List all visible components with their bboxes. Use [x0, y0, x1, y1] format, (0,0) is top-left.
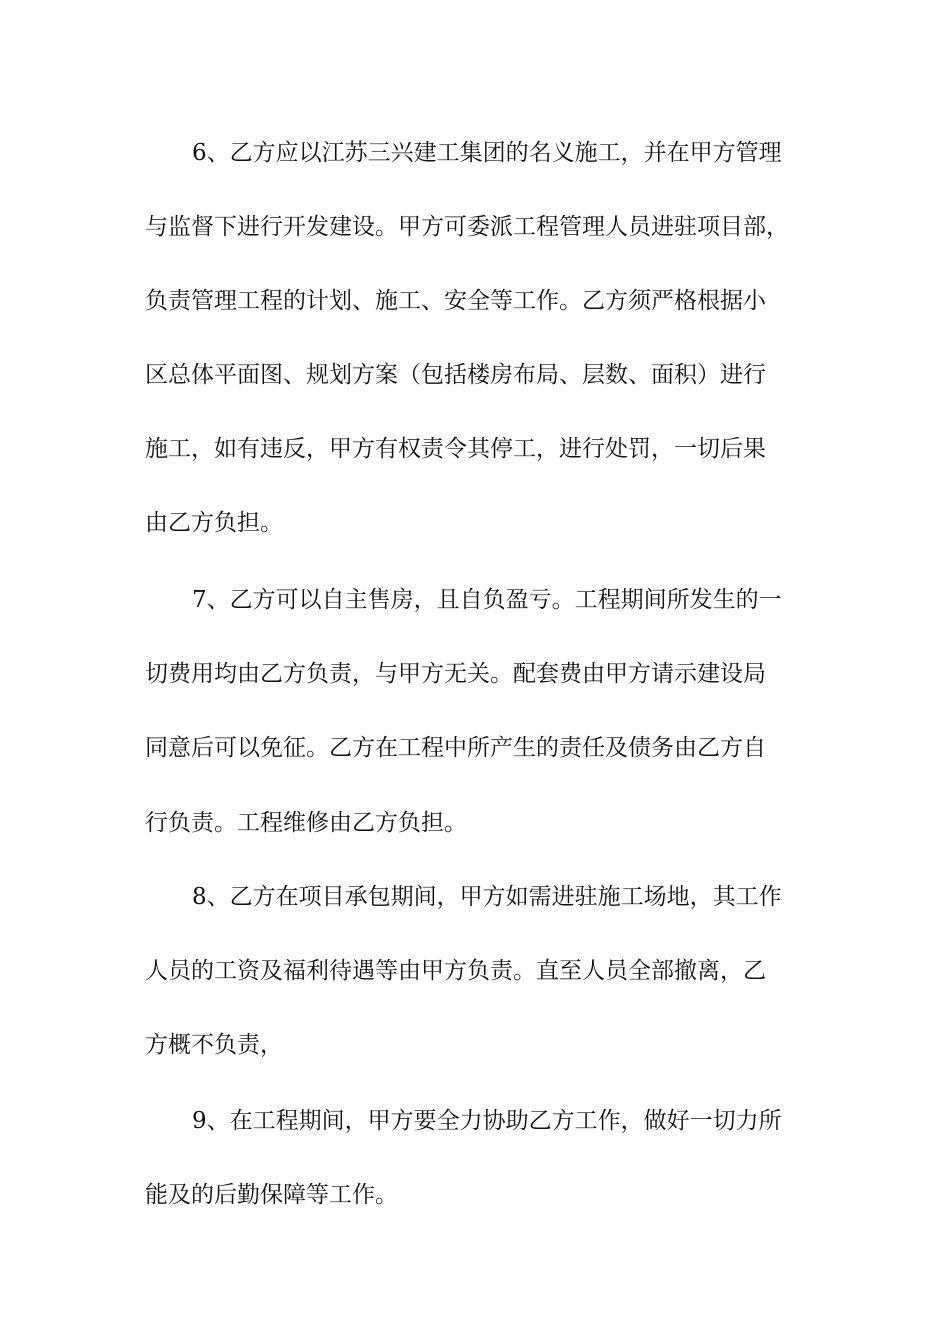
paragraph-7-line-4: 行负责。工程维修由乙方负担。	[145, 810, 467, 836]
paragraph-6-line-2: 与监督下进行开发建设。甲方可委派工程管理人员进驻项目部，	[145, 214, 789, 240]
paragraph-8-line-3: 方概不负责，	[145, 1032, 283, 1058]
paragraph-6-line-5: 施工，如有违反，甲方有权责令其停工，进行处罚，一切后果	[145, 436, 766, 462]
paragraph-7-line-3: 同意后可以免征。乙方在工程中所产生的责任及债务由乙方自	[145, 735, 766, 761]
paragraph-6-line-1: 6、乙方应以江苏三兴建工集团的名义施工，并在甲方管理	[192, 140, 782, 166]
paragraph-7-line-1: 7、乙方可以自主售房，且自负盈亏。工程期间所发生的一	[192, 587, 782, 613]
paragraph-9-line-2: 能及的后勤保障等工作。	[145, 1182, 398, 1208]
paragraph-6-line-4: 区总体平面图、规划方案（包括楼房布局、层数、面积）进行	[145, 362, 766, 388]
paragraph-8-line-1: 8、乙方在项目承包期间，甲方如需进驻施工场地，其工作	[192, 884, 782, 910]
paragraph-6-line-6: 由乙方负担。	[145, 510, 283, 536]
paragraph-9-line-1: 9、在工程期间，甲方要全力协助乙方工作，做好一切力所	[192, 1108, 782, 1134]
paragraph-6-line-3: 负责管理工程的计划、施工、安全等工作。乙方须严格根据小	[145, 288, 766, 314]
paragraph-8-line-2: 人员的工资及福利待遇等由甲方负责。直至人员全部撤离，乙	[145, 958, 766, 984]
paragraph-7-line-2: 切费用均由乙方负责，与甲方无关。配套费由甲方请示建设局	[145, 661, 766, 687]
